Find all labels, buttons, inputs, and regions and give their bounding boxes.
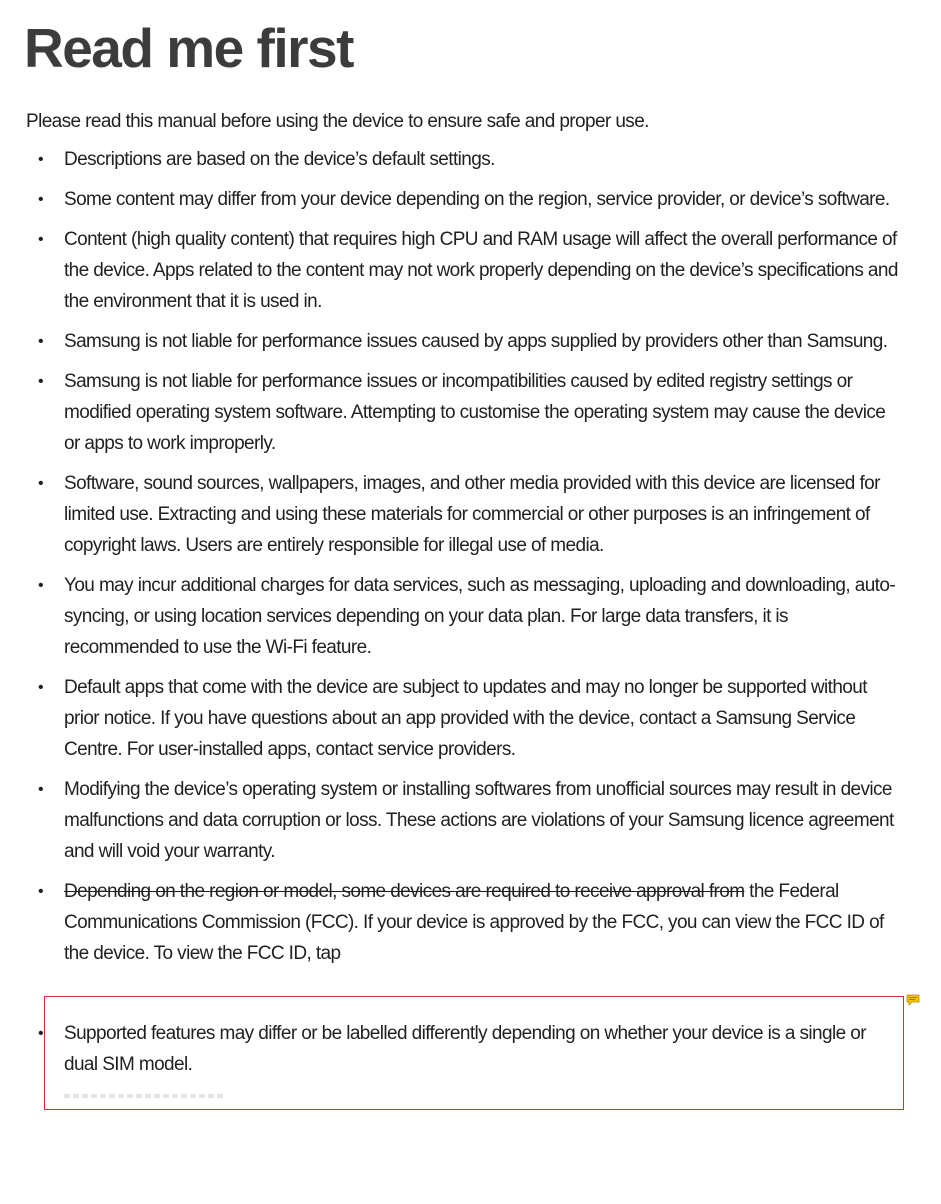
list-item-text: Modifying the device’s operating system or installing softwares from unofficial sources may result in device malfunctions and data corruption or loss. These actions are violations of your Samsung licence agreement and will void your warranty. xyxy=(64,779,894,862)
list-item xyxy=(0,774,900,867)
list-item-fcc xyxy=(0,876,900,969)
list-item xyxy=(0,326,900,357)
bullet-icon: • xyxy=(38,373,44,390)
faded-text-remnant xyxy=(64,1094,224,1098)
list-item-text: You may incur additional charges for data services, such as messaging, uploading and downloading, auto-syncing, or using location services depending on your data plan. For large data transfers, it is recommended to use the Wi-Fi feature. xyxy=(64,575,896,658)
bullet-list xyxy=(0,144,941,1089)
list-item xyxy=(0,184,900,215)
bullet-icon: • xyxy=(38,191,44,208)
list-item-text: Supported features may differ or be labelled differently depending on whether your device is a single or dual SIM model. xyxy=(64,1023,866,1075)
bullet-icon: • xyxy=(38,231,44,248)
comment-note-icon[interactable] xyxy=(906,994,920,1006)
bullet-icon: • xyxy=(38,883,44,900)
intro-paragraph: Please read this manual before using the device to ensure safe and proper use. xyxy=(26,111,649,132)
list-item-text: Software, sound sources, wallpapers, images, and other media provided with this device are licensed for limited use. Extracting and using these materials for commercial or other purposes is an infringement of copyright laws. Users are entirely responsible for illegal use of media. xyxy=(64,473,880,556)
list-item-text: Descriptions are based on the device’s default settings. xyxy=(64,149,495,170)
bullet-icon: • xyxy=(38,1025,44,1042)
list-item xyxy=(0,366,900,459)
page-title: Read me first xyxy=(24,17,353,79)
bullet-icon: • xyxy=(38,151,44,168)
list-item xyxy=(0,468,900,561)
list-item-text: Default apps that come with the device are subject to updates and may no longer be supported without prior notice. If you have questions about an app provided with the device, contact a Samsung Service Centre. For user-installed apps, contact service providers. xyxy=(64,677,867,760)
bullet-icon: • xyxy=(38,475,44,492)
bullet-icon: • xyxy=(38,781,44,798)
list-item-text: Content (high quality content) that requires high CPU and RAM usage will affect the overall performance of the device. Apps related to the content may not work properly depending on the device’s specifications and the environment that it is used in. xyxy=(64,229,898,312)
bullet-icon: • xyxy=(38,577,44,594)
struck-text: Depending on the region or model, some devices are required to receive approval from xyxy=(64,881,745,902)
list-item xyxy=(0,1018,900,1080)
list-item xyxy=(0,224,900,317)
list-item-text: Samsung is not liable for performance issues caused by apps supplied by providers other than Samsung. xyxy=(64,331,888,352)
list-item xyxy=(0,672,900,765)
list-item-text: Some content may differ from your device depending on the region, service provider, or device’s software. xyxy=(64,189,890,210)
bullet-icon: • xyxy=(38,333,44,350)
list-item xyxy=(0,570,900,663)
list-item-text: the Federal Communications Commission (FCC). If your device is approved by the FCC, you can view the FCC ID of the device. To view the FCC ID, tap xyxy=(64,881,884,964)
list-item-text: Samsung is not liable for performance issues or incompatibilities caused by edited registry settings or modified operating system software. Attempting to customise the operating system may cause the device or apps to work improperly. xyxy=(64,371,886,454)
list-item xyxy=(0,144,900,175)
bullet-icon: • xyxy=(38,679,44,696)
